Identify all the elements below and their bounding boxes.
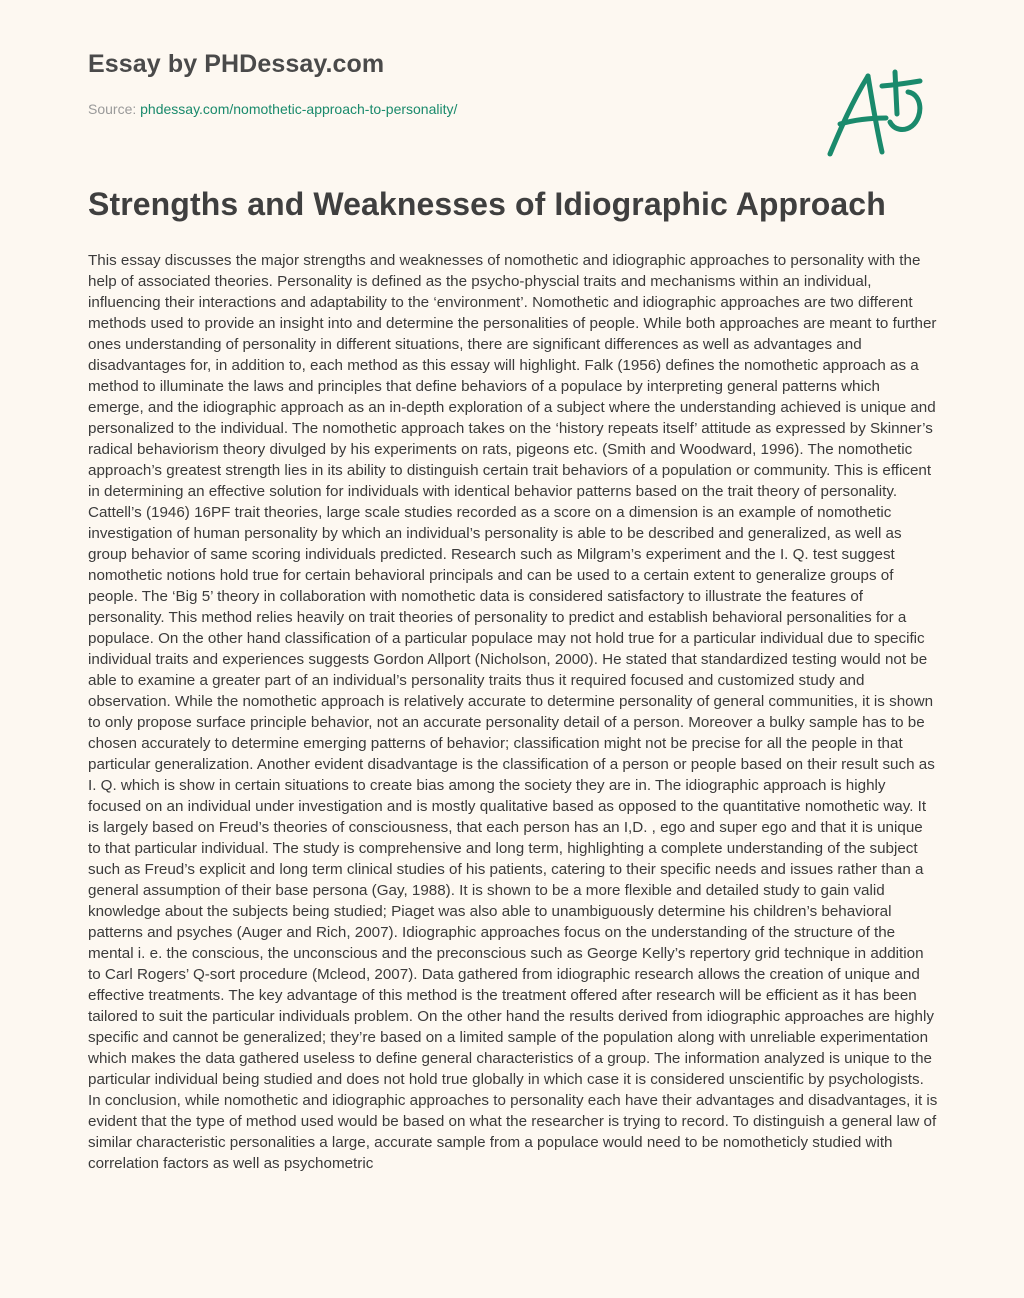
essay-title: Strengths and Weaknesses of Idiographic Approach [88,186,886,222]
logo-a-right-stroke [868,76,882,152]
a-plus-logo-icon [818,64,930,160]
source-line [88,101,457,117]
a-plus-logo-svg [818,64,930,160]
logo-plus-vertical [895,72,897,114]
source-label: Source: [88,101,141,117]
logo-a-left-stroke [830,76,868,154]
logo-plus-horizontal [882,81,920,86]
source-link[interactable]: phdessay.com/nomothetic-approach-to-personality/ [140,101,458,117]
site-title: Essay by PHDessay.com [88,50,385,78]
essay-body-text: This essay discusses the major strengths and weaknesses of nomothetic and idiographic approaches to personality with the help of associated theories. Personality is defined as the psycho-physcial traits and mechanisms within an individual, influencing their interactions and adaptability to the ‘environment’. Nomothetic and idiographic approaches are two different methods used to provide an insight into and determine the personalities of people. While both approaches are meant to further ones understanding of personality in different situations, there are significant differences as well as advantages and disadvantages for, in addition to, each method as this essay will highlight. Falk (1956) defines the nomothetic approach as a method to illuminate the laws and principles that define behaviors of a populace by interpreting general patterns which emerge, and the idiographic approach as an in-depth exploration of a subject where the understanding achieved is unique and personalized to the individual. The nomothetic approach takes on the ‘history repeats itself’ attitude as expressed by Skinner’s radical behaviorism theory divulged by his experiments on rats, pigeons etc. (Smith and Woodward, 1996). The nomothetic approach’s greatest strength lies in its ability to distinguish certain trait behaviors of a population or community. This is efficent in determining an effective solution for individuals with identical behavior patterns based on the trait theory of personality. Cattell’s (1946) 16PF trait theories, large scale studies recorded as a score on a dimension is an example of nomothetic investigation of human personality by which an individual’s personality is able to be described and generalized, as well as group behavior of same scoring individuals predicted. Research such as Milgram’s experiment and the I. Q. test suggest nomothetic notions hold true for certain behavioral principals and can be used to a certain extent to generalize groups of people. The ‘Big 5’ theory in collaboration with nomothetic data is considered satisfactory to illustrate the features of personality. This method relies heavily on trait theories of personality to predict and establish behavioral personalities for a populace. On the other hand classification of a particular populace may not hold true for a particular individual due to specific individual traits and experiences suggests Gordon Allport (Nicholson, 2000). He stated that standardized testing would not be able to examine a greater part of an individual’s personality traits thus it required focused and customized study and observation. While the nomothetic approach is relatively accurate to determine personality of general communities, it is shown to only propose surface principle behavior, not an accurate personality detail of a person. Moreover a bulky sample has to be chosen accurately to determine emerging patterns of behavior; classification might not be precise for all the people in that particular generalization. Another evident disadvantage is the classification of a person or people based on their result such as I. Q. which is show in certain situations to create bias among the society they are in. The idiographic approach is highly focused on an individual under investigation and is mostly qualitative based as opposed to the quantitative nomothetic way. It is largely based on Freud’s theories of consciousness, that each person has an I,D. , ego and super ego and that it is unique to that particular individual. The study is comprehensive and long term, highlighting a complete understanding of the subject such as Freud’s explicit and long term clinical studies of his patients, catering to their specific needs and issues rather than a general assumption of their base persona (Gay, 1988). It is shown to be a more flexible and detailed study to gain valid knowledge about the subjects being studied; Piaget was also able to unambiguously determine his children’s behavioral patterns and psyches (Auger and Rich, 2007). Idiographic approaches focus on the understanding of the structure of the mental i. e. the conscious, the unconscious and the preconscious such as George Kelly’s repertory grid technique in addition to Carl Rogers’ Q-sort procedure (Mcleod, 2007). Data gathered from idiographic research allows the creation of unique and effective treatments. The key advantage of this method is the treatment offered after research will be efficient as it has been tailored to suit the particular individuals problem. On the other hand the results derived from idiographic approaches are highly specific and cannot be generalized; they’re based on a limited sample of the population along with unreliable experimentation which makes the data gathered useless to define general characteristics of a group. The information analyzed is unique to the particular individual being studied and does not hold true globally in which case it is considered unscientific by psychologists. In conclusion, while nomothetic and idiographic approaches to personality each have their advantages and disadvantages, it is evident that the type of method used would be based on what the researcher is trying to record. To distinguish a general law of similar characteristic personalities a large, accurate sample from a populace would need to be nomotheticly studied with correlation factors as well as psychometric [88,252,938,1172]
